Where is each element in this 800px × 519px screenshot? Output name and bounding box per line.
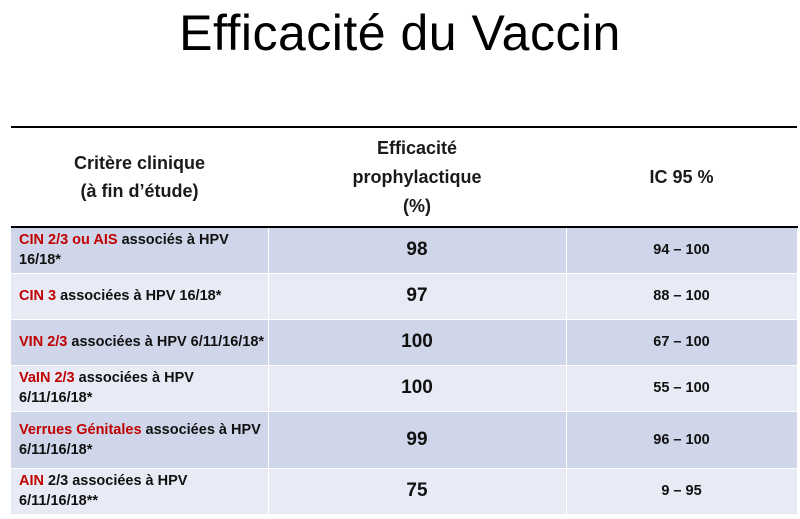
ci-cell: 67 – 100 [566, 319, 797, 365]
table-row [11, 273, 797, 319]
table-header-row [11, 127, 797, 227]
header-clinical-criterion-line2: (à fin d’étude) [80, 181, 199, 201]
ci-cell: 94 – 100 [566, 227, 797, 273]
criterion-detail: associées à HPV 16/18* [56, 288, 222, 304]
criterion-highlight: VIN 2/3 [19, 334, 68, 350]
header-confidence-interval: IC 95 % [566, 127, 797, 227]
header-clinical-criterion-line1: Critère clinique [73, 153, 206, 173]
criterion-highlight: Verrues Génitales [19, 421, 142, 438]
criterion-cell [11, 468, 268, 514]
efficacy-cell: 100 [268, 319, 566, 365]
criterion-detail: 2/3 associées à HPV 6/11/16/18** [19, 473, 188, 509]
criterion-highlight: CIN 2/3 ou AIS [19, 232, 118, 249]
criterion-detail: associées à HPV 6/11/16/18* [19, 421, 261, 458]
table-row [11, 411, 797, 468]
criterion-cell [11, 273, 268, 319]
criterion-cell [11, 411, 268, 468]
criterion-cell [11, 365, 268, 411]
criterion-detail: associés à HPV 16/18* [19, 232, 229, 269]
slide-title: Efficacité du Vaccin [179, 5, 621, 61]
efficacy-cell: 100 [268, 365, 566, 411]
criterion-highlight: AIN [19, 473, 44, 489]
criterion-cell [11, 227, 268, 273]
efficacy-table [11, 126, 798, 515]
criterion-highlight: VaIN 2/3 [19, 370, 75, 386]
criterion-highlight: CIN 3 [19, 288, 57, 304]
criterion-cell [11, 319, 268, 365]
header-clinical-criterion [11, 127, 268, 227]
table-row [11, 227, 797, 273]
efficacy-cell: 97 [268, 273, 566, 319]
efficacy-cell: 98 [268, 227, 566, 273]
criterion-detail: associées à HPV 6/11/16/18* [19, 370, 194, 406]
header-efficacy-line1: Efficacité [376, 137, 458, 158]
criterion-detail: associées à HPV 6/11/16/18* [67, 334, 265, 350]
table-row [11, 319, 797, 365]
ci-cell: 88 – 100 [566, 273, 797, 319]
ci-cell: 96 – 100 [566, 411, 797, 468]
header-efficacy-line2: prophylactique [352, 166, 482, 187]
efficacy-cell: 75 [268, 468, 566, 514]
ci-cell: 55 – 100 [566, 365, 797, 411]
table-row [11, 468, 797, 514]
header-prophylactic-efficacy [268, 127, 566, 227]
efficacy-cell: 99 [268, 411, 566, 468]
table-row [11, 365, 797, 411]
header-efficacy-line3: (%) [403, 195, 431, 216]
ci-cell: 9 – 95 [566, 468, 797, 514]
